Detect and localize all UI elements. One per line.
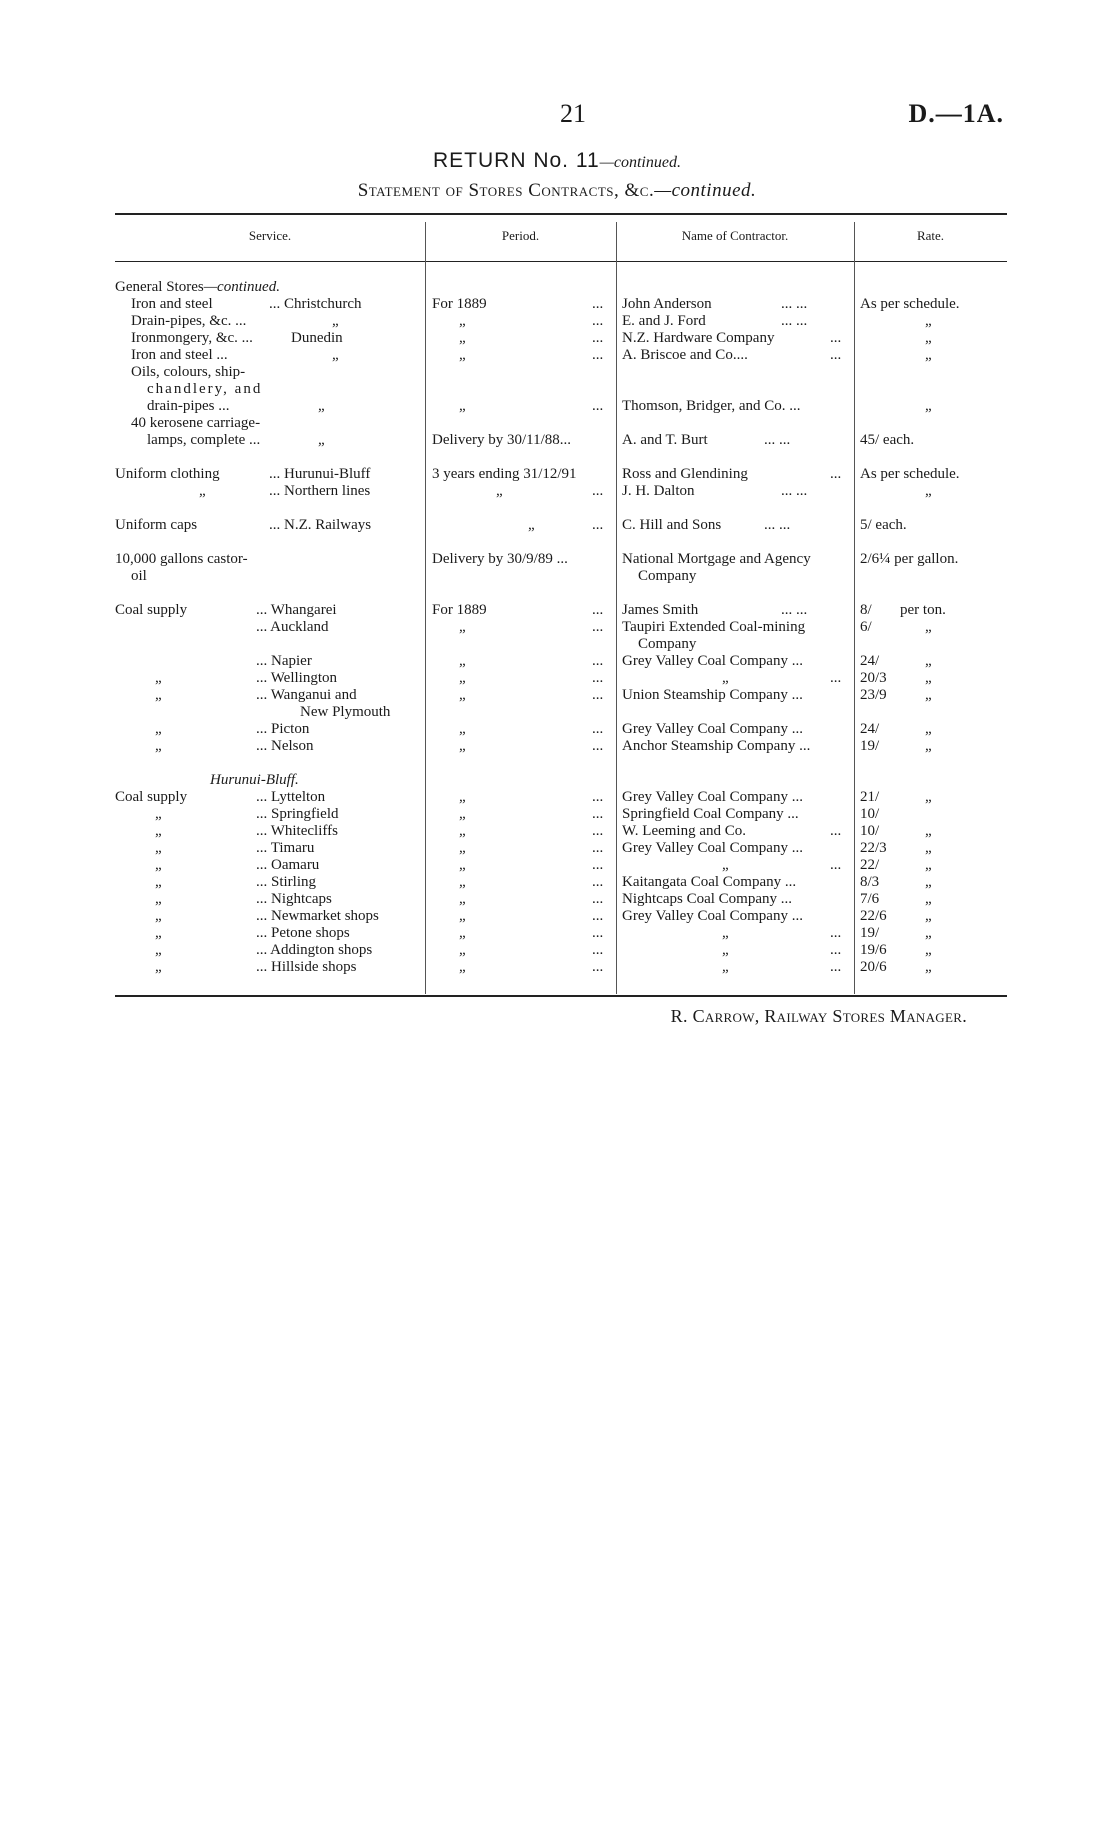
- table-row-rate-unit: „: [925, 959, 932, 975]
- section-heading-text: General Stores: [115, 279, 204, 295]
- section-heading: [115, 279, 280, 296]
- table-row-service: Drain-pipes, &c. ...: [131, 313, 247, 329]
- table-row-service: „: [155, 823, 162, 839]
- table-row-contractor: Nightcaps Coal Company ...: [622, 891, 792, 907]
- table-row-period: 3 years ending 31/12/91: [432, 466, 577, 482]
- table-row-period-dots: ...: [592, 296, 604, 312]
- table-row-period: „: [459, 942, 466, 958]
- table-row-rate: 24/: [860, 721, 880, 737]
- table-row-contractor-dots: ...: [830, 330, 842, 346]
- table-row-contractor: Kaitangata Coal Company ...: [622, 874, 797, 890]
- table-row-period-dots: ...: [592, 942, 604, 958]
- table-row-period: „: [459, 789, 466, 805]
- table-row-contractor: Company: [638, 636, 697, 652]
- table-row-service: „: [155, 806, 162, 822]
- table-row-rate-unit: „: [925, 619, 932, 635]
- table-row-period-dots: ...: [592, 823, 604, 839]
- table-row-period-dots: ...: [592, 517, 604, 533]
- table-row-rate: 22/: [860, 857, 880, 873]
- table-row-period: „: [459, 840, 466, 856]
- table-row-rate: 5/ each.: [860, 517, 907, 533]
- table-row-rate: 24/: [860, 653, 880, 669]
- table-row-rate-unit: „: [925, 891, 932, 907]
- table-row-place: „: [318, 432, 325, 448]
- table-row-rate: 10/: [860, 806, 880, 822]
- table-row-period: Delivery by 30/11/88...: [432, 432, 572, 448]
- table-row-rate-unit: per ton.: [900, 602, 946, 618]
- return-title: [0, 148, 1114, 173]
- table-row-contractor-dots: ...: [830, 670, 842, 686]
- table-row-rate: 8/3: [860, 874, 880, 890]
- table-row-contractor-dots: ... ...: [764, 517, 791, 533]
- table-row-rate: 19/: [860, 738, 880, 754]
- table-row-contractor: Grey Valley Coal Company ...: [622, 721, 803, 737]
- table-row-contractor: A. Briscoe and Co....: [622, 347, 748, 363]
- table-row-service: Iron and steel ...: [131, 347, 228, 363]
- table-row-contractor-dots: ... ...: [781, 296, 808, 312]
- table-row-place: ... Napier: [256, 653, 312, 669]
- table-row-rate: As per schedule.: [860, 296, 960, 312]
- table-row-rate: 20/3: [860, 670, 887, 686]
- table-row-period: Delivery by 30/9/89 ...: [432, 551, 568, 567]
- table-row-period: „: [459, 347, 466, 363]
- table-row-rate: „: [925, 313, 932, 329]
- table-row-contractor: C. Hill and Sons: [622, 517, 722, 533]
- table-row-contractor: „: [722, 925, 729, 941]
- table-row-period: For 1889: [432, 296, 487, 312]
- table-row-period-dots: ...: [592, 398, 604, 414]
- table-row-period: For 1889: [432, 602, 487, 618]
- table-row-place: ... Nelson: [256, 738, 314, 754]
- table-row-period: „: [459, 619, 466, 635]
- table-header-rule: [115, 261, 1007, 262]
- table-row-service: „: [155, 925, 162, 941]
- table-row-rate: 45/ each.: [860, 432, 915, 448]
- table-row-period-dots: ...: [592, 330, 604, 346]
- table-row-period-dots: ...: [592, 619, 604, 635]
- table-row-contractor-dots: ... ...: [781, 602, 808, 618]
- table-row-service: Uniform clothing: [115, 466, 220, 482]
- table-row-contractor: Taupiri Extended Coal-mining: [622, 619, 806, 635]
- table-row-place: Dunedin: [291, 330, 343, 346]
- table-row-period-dots: ...: [592, 840, 604, 856]
- table-row-rate: As per schedule.: [860, 466, 960, 482]
- table-top-rule: [115, 213, 1007, 215]
- table-row-contractor-dots: ... ...: [781, 483, 808, 499]
- table-row-rate-unit: „: [925, 653, 932, 669]
- table-row-place: ... N.Z. Railways: [269, 517, 372, 533]
- table-row-service: drain-pipes ...: [147, 398, 230, 414]
- table-row-place: ... Northern lines: [269, 483, 371, 499]
- table-row-period-dots: ...: [592, 653, 604, 669]
- table-row-contractor: Anchor Steamship Company ...: [622, 738, 811, 754]
- table-row-rate: 23/9: [860, 687, 887, 703]
- table-row-period-dots: ...: [592, 670, 604, 686]
- table-row-period-dots: ...: [592, 789, 604, 805]
- table-row-service: Oils, colours, ship-: [131, 364, 246, 380]
- column-divider-1: [425, 222, 426, 994]
- table-row-service: Iron and steel: [131, 296, 213, 312]
- table-row-contractor: John Anderson: [622, 296, 712, 312]
- table-row-contractor: Ross and Glendining: [622, 466, 748, 482]
- table-row-service: lamps, complete ...: [147, 432, 261, 448]
- table-row-period: „: [459, 857, 466, 873]
- table-row-contractor: „: [722, 857, 729, 873]
- table-row-place: „: [318, 398, 325, 414]
- table-row-contractor-dots: ...: [830, 942, 842, 958]
- table-row-period: „: [459, 925, 466, 941]
- table-row-service: „: [155, 721, 162, 737]
- return-title-main: RETURN No. 11: [433, 149, 600, 172]
- table-row-contractor: Grey Valley Coal Company ...: [622, 840, 803, 856]
- page-number: 21: [560, 99, 586, 128]
- table-row-contractor: Grey Valley Coal Company ...: [622, 908, 803, 924]
- table-row-period-dots: ...: [592, 959, 604, 975]
- table-row-rate: 19/6: [860, 942, 887, 958]
- table-row-service: Coal supply: [115, 789, 188, 805]
- table-row-contractor-dots: ...: [830, 959, 842, 975]
- table-row-rate-unit: „: [925, 738, 932, 754]
- table-row-rate: 7/6: [860, 891, 880, 907]
- table-row-rate-unit: „: [925, 857, 932, 873]
- table-row-contractor: E. and J. Ford: [622, 313, 706, 329]
- table-row-service: Coal supply: [115, 602, 188, 618]
- table-row-period: „: [496, 483, 503, 499]
- table-row-period: „: [459, 653, 466, 669]
- table-row-period: „: [528, 517, 535, 533]
- table-row-contractor: Company: [638, 568, 697, 584]
- table-row-period-dots: ...: [592, 738, 604, 754]
- table-row-place: „: [332, 313, 339, 329]
- document-reference: D.—1A.: [908, 99, 1004, 128]
- section-heading-hurunui: Hurunui-Bluff.: [210, 772, 299, 788]
- table-row-period-dots: ...: [592, 891, 604, 907]
- table-row-service: „: [155, 670, 162, 686]
- table-row-period: „: [459, 891, 466, 907]
- table-row-period: „: [459, 738, 466, 754]
- table-row-service: „: [155, 891, 162, 907]
- table-row-contractor: James Smith: [622, 602, 699, 618]
- column-header-service: Service.: [248, 228, 292, 243]
- table-row-period-dots: ...: [592, 874, 604, 890]
- table-row-service: 40 kerosene carriage-: [131, 415, 261, 431]
- table-row-period: „: [459, 721, 466, 737]
- table-row-contractor: „: [722, 959, 729, 975]
- table-row-place: ... Springfield: [256, 806, 339, 822]
- table-row-place: ... Hurunui-Bluff: [269, 466, 371, 482]
- table-row-rate: 19/: [860, 925, 880, 941]
- table-row-rate: 8/: [860, 602, 872, 618]
- table-row-contractor: J. H. Dalton: [622, 483, 695, 499]
- table-row-service: „: [155, 738, 162, 754]
- table-row-service: chandlery, and: [147, 381, 263, 397]
- table-row-service: Ironmongery, &c. ...: [131, 330, 253, 346]
- table-row-contractor-dots: ...: [830, 347, 842, 363]
- table-row-rate: 22/6: [860, 908, 887, 924]
- table-row-contractor-dots: ... ...: [764, 432, 791, 448]
- column-divider-3: [854, 222, 855, 994]
- table-row-rate: 21/: [860, 789, 880, 805]
- table-row-place: ... Addington shops: [256, 942, 373, 958]
- table-row-contractor-dots: ... ...: [781, 313, 808, 329]
- table-row-service: „: [155, 908, 162, 924]
- table-row-rate-unit: „: [925, 789, 932, 805]
- table-row-rate-unit: „: [925, 874, 932, 890]
- section-heading-continued: —continued.: [203, 279, 280, 295]
- table-row-period-dots: ...: [592, 857, 604, 873]
- table-row-period: „: [459, 908, 466, 924]
- table-row-service: „: [155, 687, 162, 703]
- table-row-rate-unit: „: [925, 670, 932, 686]
- table-row-contractor-dots: ...: [830, 466, 842, 482]
- table-row-place: ... Whangarei: [256, 602, 337, 618]
- statement-title-continued: —continued.: [654, 180, 757, 201]
- table-row-place: New Plymouth: [300, 704, 391, 720]
- table-row-contractor: „: [722, 942, 729, 958]
- table-row-rate-unit: „: [925, 942, 932, 958]
- table-row-period-dots: ...: [592, 687, 604, 703]
- table-row-rate-unit: „: [925, 823, 932, 839]
- table-row-contractor-dots: ...: [830, 823, 842, 839]
- table-row-service: „: [155, 942, 162, 958]
- table-row-period: „: [459, 398, 466, 414]
- table-bottom-rule: [115, 995, 1007, 997]
- table-row-rate-unit: „: [925, 721, 932, 737]
- table-row-contractor: National Mortgage and Agency: [622, 551, 811, 567]
- table-row-period-dots: ...: [592, 806, 604, 822]
- table-row-rate: 2/6¼ per gallon.: [860, 551, 959, 567]
- table-row-place: „: [332, 347, 339, 363]
- table-row-rate: „: [925, 347, 932, 363]
- table-row-place: ... Auckland: [256, 619, 329, 635]
- table-row-service: „: [155, 874, 162, 890]
- table-row-contractor: Thomson, Bridger, and Co. ...: [622, 398, 801, 414]
- return-title-continued: —continued.: [599, 154, 681, 171]
- table-row-period-dots: ...: [592, 721, 604, 737]
- column-header-period: Period.: [501, 228, 540, 243]
- table-row-rate: „: [925, 398, 932, 414]
- table-row-contractor: W. Leeming and Co.: [622, 823, 747, 839]
- table-row-contractor: Springfield Coal Company ...: [622, 806, 799, 822]
- table-row-service: „: [155, 840, 162, 856]
- statement-title: [0, 180, 1114, 202]
- table-row-service: „: [155, 959, 162, 975]
- table-row-place: ... Picton: [256, 721, 310, 737]
- statement-title-main: Statement of Stores Contracts, &c.: [357, 180, 655, 201]
- table-row-period: „: [459, 313, 466, 329]
- table-row-contractor-dots: ...: [830, 857, 842, 873]
- table-row-rate: 10/: [860, 823, 880, 839]
- table-row-period-dots: ...: [592, 347, 604, 363]
- table-row-rate: 20/6: [860, 959, 887, 975]
- table-row-contractor: Grey Valley Coal Company ...: [622, 653, 803, 669]
- column-divider-2: [616, 222, 617, 994]
- table-row-rate-unit: „: [925, 925, 932, 941]
- table-row-period: „: [459, 959, 466, 975]
- table-row-place: ... Oamaru: [256, 857, 320, 873]
- table-row-contractor: Grey Valley Coal Company ...: [622, 789, 803, 805]
- table-row-service: Uniform caps: [115, 517, 198, 533]
- table-row-period-dots: ...: [592, 908, 604, 924]
- table-row-contractor-dots: ...: [830, 925, 842, 941]
- table-row-rate-unit: „: [925, 687, 932, 703]
- table-row-place: ... Lyttelton: [256, 789, 326, 805]
- table-row-period: „: [459, 670, 466, 686]
- table-row-place: ... Newmarket shops: [256, 908, 379, 924]
- table-row-rate: „: [925, 483, 932, 499]
- column-header-contractor: Name of Contractor.: [681, 228, 789, 243]
- table-row-place: ... Nightcaps: [256, 891, 332, 907]
- signature: R. Carrow, Railway Stores Manager.: [670, 1006, 967, 1026]
- table-row-period-dots: ...: [592, 602, 604, 618]
- table-row-place: ... Hillside shops: [256, 959, 357, 975]
- table-row-period-dots: ...: [592, 313, 604, 329]
- table-row-service: oil: [131, 568, 147, 584]
- table-row-place: ... Timaru: [256, 840, 315, 856]
- table-row-place: ... Christchurch: [269, 296, 362, 312]
- table-row-place: ... Petone shops: [256, 925, 350, 941]
- table-row-place: ... Wellington: [256, 670, 338, 686]
- table-row-period: „: [459, 823, 466, 839]
- column-header-rate: Rate.: [916, 228, 945, 243]
- table-row-service: „: [199, 483, 206, 499]
- table-row-period: „: [459, 874, 466, 890]
- table-row-service: 10,000 gallons castor-: [115, 551, 248, 567]
- table-row-place: ... Stirling: [256, 874, 317, 890]
- table-row-rate: 6/: [860, 619, 872, 635]
- table-row-rate-unit: „: [925, 840, 932, 856]
- table-row-contractor: Union Steamship Company ...: [622, 687, 803, 703]
- table-row-rate: 22/3: [860, 840, 887, 856]
- table-row-contractor: N.Z. Hardware Company: [622, 330, 775, 346]
- table-row-rate: „: [925, 330, 932, 346]
- table-row-rate-unit: „: [925, 908, 932, 924]
- table-row-period: „: [459, 687, 466, 703]
- table-row-period: „: [459, 806, 466, 822]
- table-row-contractor: A. and T. Burt: [622, 432, 708, 448]
- table-row-service: „: [155, 857, 162, 873]
- table-row-period-dots: ...: [592, 483, 604, 499]
- table-row-place: ... Wanganui and: [256, 687, 357, 703]
- table-row-place: ... Whitecliffs: [256, 823, 338, 839]
- table-row-period: „: [459, 330, 466, 346]
- table-row-period-dots: ...: [592, 925, 604, 941]
- table-row-contractor: „: [722, 670, 729, 686]
